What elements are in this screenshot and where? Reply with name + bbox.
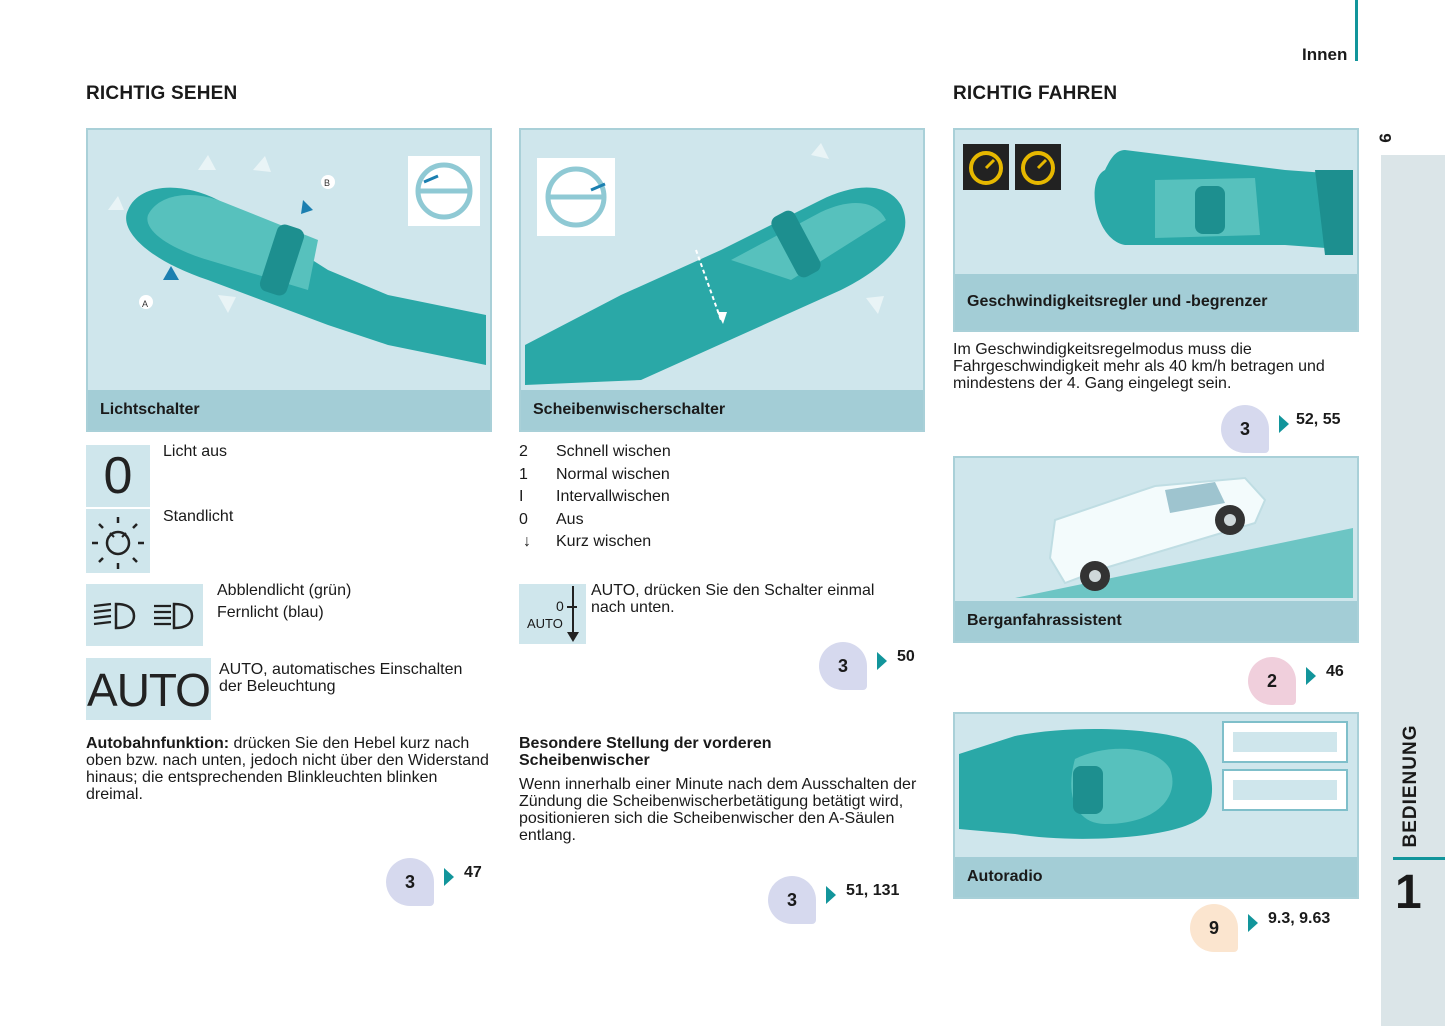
low-beam-icon xyxy=(86,584,203,646)
page-reference: 50 xyxy=(897,648,915,665)
reference-autoradio[interactable] xyxy=(1190,904,1350,954)
section-title-sehen: RICHTIG SEHEN xyxy=(86,83,238,104)
lever-mark-a: A xyxy=(142,299,149,309)
low-beam-label: Abblendlicht (grün) xyxy=(217,582,352,599)
lichtschalter-caption: Lichtschalter xyxy=(88,390,490,430)
chapter-tab-label: BEDIENUNG xyxy=(1400,724,1421,848)
wiper-key-2: 2 xyxy=(519,443,528,460)
arrow-down-icon: ↓ xyxy=(523,533,531,550)
header-rule xyxy=(1355,0,1358,61)
wiper-lever-illustration xyxy=(521,130,923,392)
page-reference: 9.3, 9.63 xyxy=(1268,910,1331,927)
reference-wischer-auto[interactable] xyxy=(819,642,929,692)
light-off-label: Licht aus xyxy=(163,443,228,460)
chapter-label: Innen xyxy=(1302,45,1348,64)
wiper-label-short: Kurz wischen xyxy=(556,533,652,550)
light-off-icon xyxy=(86,445,150,507)
wiper-key-0: 0 xyxy=(519,511,528,528)
parking-light-label: Standlicht xyxy=(163,508,234,525)
chapter-tab-number: 1 xyxy=(1395,866,1422,919)
auto-wiper-label: AUTO xyxy=(527,616,563,631)
wiper-key-i: I xyxy=(519,488,524,505)
wischer-caption: Scheibenwischerschalter xyxy=(521,390,923,430)
wiper-label-2: Schnell wischen xyxy=(556,443,671,460)
auto-wiper-icon xyxy=(519,584,586,644)
chapter-bubble: 9 xyxy=(1190,904,1238,952)
autoradio-figure xyxy=(953,712,1359,899)
light-lever-illustration xyxy=(88,130,490,392)
autobahn-text: drücken Sie den Hebel kurz nach oben bzw. nach unten, jedoch nicht über den Widerstand hinaus; die entsprechenden Blinkleuchten blinken dreimal. xyxy=(86,735,489,803)
chapter-bubble: 3 xyxy=(1221,405,1269,453)
special-position-text: Wenn innerhalb einer Minute nach dem Ausschalten der Zündung die Scheibenwischerbetätigung betätigt wird, positionieren sich die Scheibenwischer den A-Säulen entlang. xyxy=(519,776,917,844)
wischer-figure xyxy=(519,128,925,432)
section-title-fahren: RICHTIG FAHREN xyxy=(953,83,1118,104)
autobahn-paragraph xyxy=(86,735,494,803)
arrow-right-icon xyxy=(826,886,836,904)
wiper-key-1: 1 xyxy=(519,466,528,483)
page-reference: 47 xyxy=(464,864,482,881)
autobahn-title: Autobahnfunktion: xyxy=(86,735,230,752)
chapter-bubble: 3 xyxy=(768,876,816,924)
lichtschalter-figure xyxy=(86,128,492,432)
geschwindigkeit-text: Im Geschwindigkeitsregelmodus muss die Fahrgeschwindigkeit mehr als 40 km/h betragen und mindestens der 4. Gang eingelegt sein. xyxy=(953,341,1325,392)
berganfahr-caption: Berganfahrassistent xyxy=(955,601,1357,641)
arrow-right-icon xyxy=(877,652,887,670)
chapter-tab-rule xyxy=(1393,857,1445,860)
auto-wiper-zero: 0 xyxy=(556,598,564,614)
geschwindigkeit-caption: Geschwindigkeitsregler und -begrenzer xyxy=(955,274,1357,330)
lever-mark-b: B xyxy=(324,178,331,188)
reference-wischer-special[interactable] xyxy=(768,876,918,926)
autoradio-caption: Autoradio xyxy=(955,857,1357,897)
berganfahr-figure xyxy=(953,456,1359,643)
reference-geschwindigkeit[interactable] xyxy=(1221,405,1361,455)
page-number: 9 xyxy=(1375,133,1395,143)
arrow-right-icon xyxy=(1248,914,1258,932)
arrow-right-icon xyxy=(444,868,454,886)
chapter-bubble: 3 xyxy=(386,858,434,906)
auto-light-glyph: AUTO xyxy=(87,664,210,716)
page-reference: 51, 131 xyxy=(846,882,900,899)
arrow-right-icon xyxy=(1279,415,1289,433)
light-off-glyph: 0 xyxy=(103,447,133,505)
wiper-label-1: Normal wischen xyxy=(556,466,670,483)
auto-light-label: AUTO, automatisches Einschalten der Beleuchtung xyxy=(219,661,463,695)
hill-start-illustration xyxy=(955,458,1357,603)
chapter-side-tab[interactable] xyxy=(1381,155,1445,1026)
arrow-right-icon xyxy=(1306,667,1316,685)
reference-lichtschalter[interactable] xyxy=(386,858,496,908)
page-reference: 52, 55 xyxy=(1296,411,1341,428)
parking-light-icon xyxy=(86,509,150,573)
wiper-label-i: Intervallwischen xyxy=(556,488,670,505)
chapter-bubble: 3 xyxy=(819,642,867,690)
high-beam-label: Fernlicht (blau) xyxy=(217,604,324,621)
radio-controls-illustration xyxy=(955,714,1357,859)
auto-light-icon xyxy=(86,658,211,720)
page-reference: 46 xyxy=(1326,663,1344,680)
headlight-icons xyxy=(86,584,203,646)
reference-berganfahr[interactable] xyxy=(1248,657,1358,707)
special-position-title: Besondere Stellung der vorderen Scheibenwischer xyxy=(519,735,772,769)
cruise-control-illustration xyxy=(955,130,1357,292)
chapter-bubble: 2 xyxy=(1248,657,1296,705)
wiper-label-0: Aus xyxy=(556,511,584,528)
geschwindigkeit-figure xyxy=(953,128,1359,332)
auto-wiper-text: AUTO, drücken Sie den Schalter einmal nach unten. xyxy=(591,582,875,616)
